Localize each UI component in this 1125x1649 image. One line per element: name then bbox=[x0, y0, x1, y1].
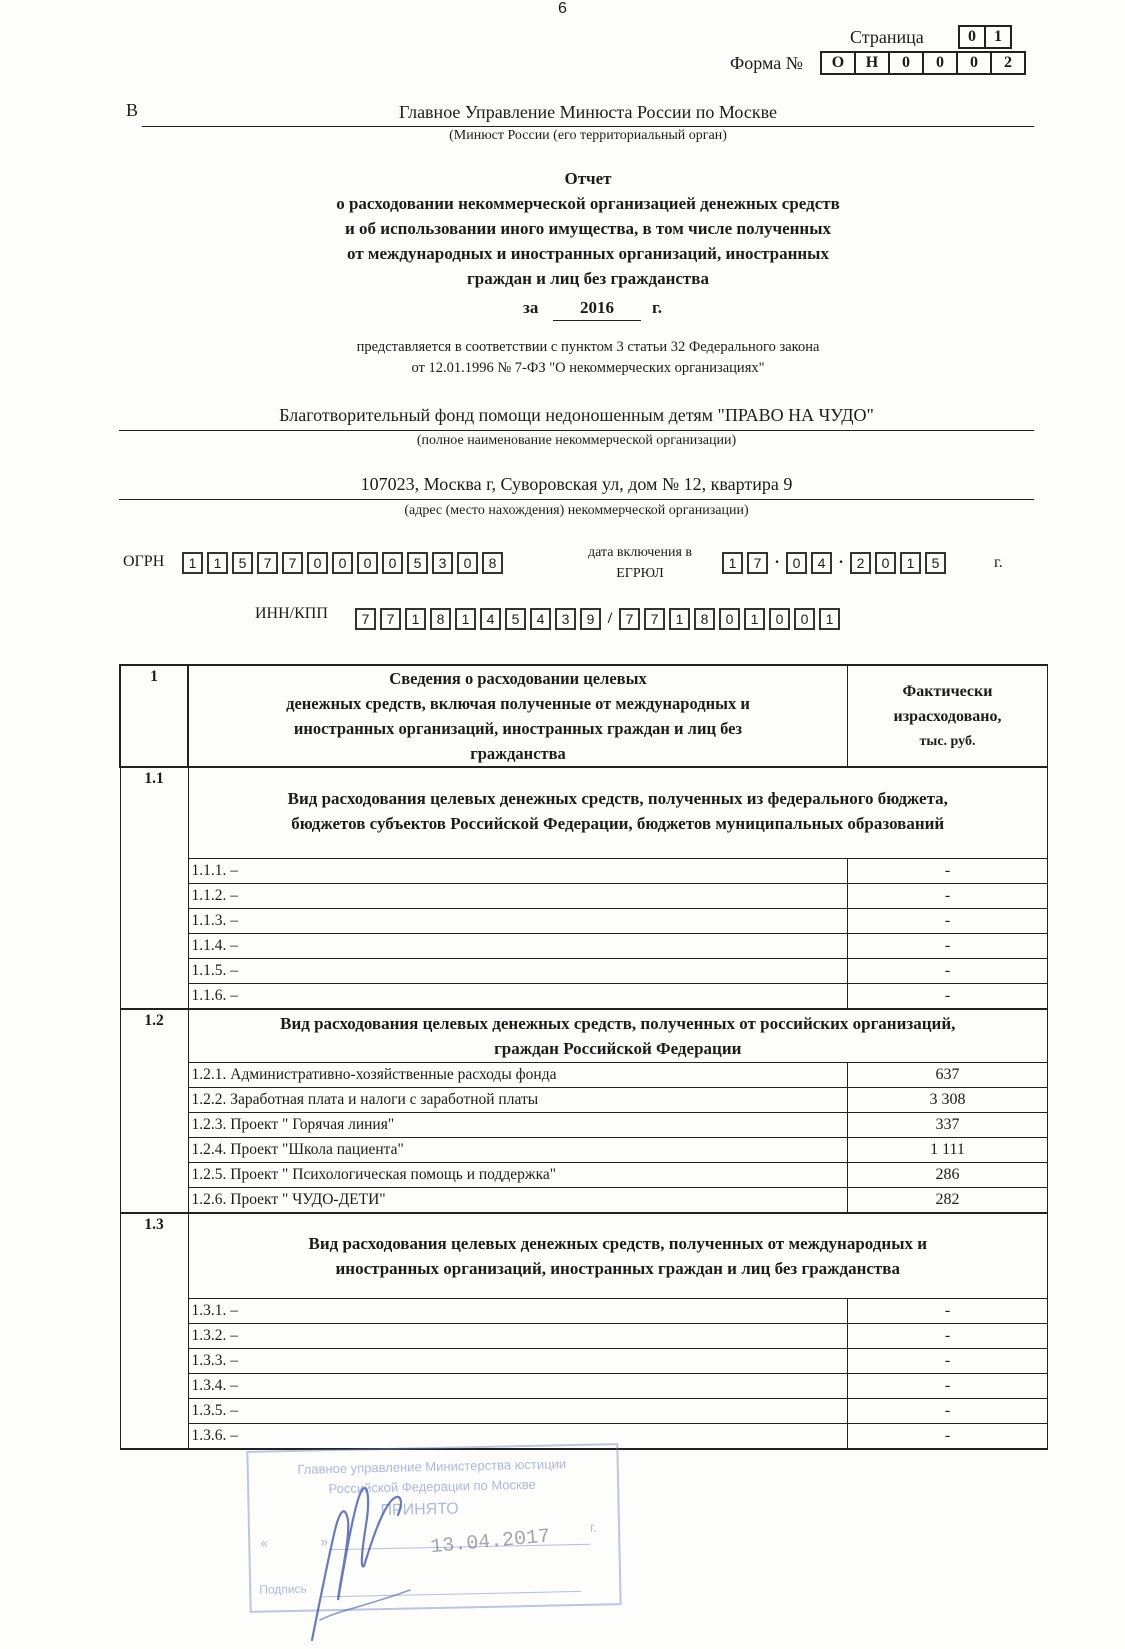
table-row bbox=[120, 1063, 1048, 1088]
legal-basis bbox=[0, 337, 1125, 379]
ogrn-digit: 5 bbox=[407, 552, 428, 574]
ogrn-digit: 0 bbox=[332, 552, 353, 574]
stamp-line: Российской Федерации по Москве bbox=[328, 1476, 536, 1497]
egrul-date-boxes bbox=[722, 552, 950, 574]
table-row bbox=[120, 1138, 1048, 1163]
page-digit: 0 bbox=[958, 25, 986, 49]
egrul-date-label-line: дата включения в bbox=[587, 545, 693, 560]
inn-digit: 1 bbox=[405, 608, 426, 630]
stamp-date: 13.04.2017 bbox=[429, 1525, 552, 1560]
ogrn-digit: 1 bbox=[182, 552, 203, 574]
row-value: - bbox=[848, 1324, 1048, 1349]
ogrn-digit: 3 bbox=[432, 552, 453, 574]
table-row bbox=[120, 1113, 1048, 1138]
table-row bbox=[120, 1324, 1048, 1349]
ogrn-digit: 8 bbox=[482, 552, 503, 574]
table-row bbox=[120, 934, 1048, 959]
row-label: 1.1.3. – bbox=[188, 909, 848, 934]
report-title bbox=[0, 166, 1125, 291]
row-value: - bbox=[848, 959, 1048, 984]
year-suffix: г. bbox=[652, 298, 663, 317]
ogrn-digit: 1 bbox=[207, 552, 228, 574]
form-digit: 0 bbox=[956, 51, 992, 75]
header-amount bbox=[848, 665, 1048, 767]
section-row bbox=[120, 1213, 1048, 1299]
table-row bbox=[120, 1188, 1048, 1214]
egrul-date-suffix: г. bbox=[994, 554, 1003, 571]
date-digit: 2 bbox=[850, 552, 871, 574]
date-digit: 7 bbox=[747, 552, 768, 574]
table-row bbox=[120, 1088, 1048, 1113]
row-value: - bbox=[848, 1399, 1048, 1424]
header-amount-line: тыс. руб. bbox=[919, 733, 976, 749]
page-number-cells bbox=[960, 25, 1012, 49]
stamp-quote-open: « bbox=[260, 1534, 269, 1551]
date-digit: 4 bbox=[811, 552, 832, 574]
title-line: о расходовании некоммерческой организацией денежных средств bbox=[336, 194, 840, 213]
inn-digit: 9 bbox=[580, 608, 601, 630]
title-line: граждан и лиц без гражданства bbox=[467, 269, 709, 288]
recipient-caption: (Минюст России (его территориальный орган) bbox=[449, 128, 727, 143]
table-row bbox=[120, 1374, 1048, 1399]
inn-digit: 1 bbox=[455, 608, 476, 630]
header-amount-line: Фактически bbox=[902, 682, 993, 700]
kpp-digit: 8 bbox=[694, 608, 715, 630]
stamp-line: Главное управление Министерства юстиции bbox=[297, 1456, 567, 1477]
form-digit: 0 bbox=[922, 51, 958, 75]
kpp-digit: 1 bbox=[744, 608, 765, 630]
header-description-line: иностранных организаций, иностранных граждан и лиц без bbox=[293, 719, 743, 738]
header-description-line: Сведения о расходовании целевых bbox=[389, 669, 647, 688]
row-value: - bbox=[848, 934, 1048, 959]
row-value: - bbox=[848, 984, 1048, 1010]
handwritten-signature bbox=[300, 1470, 440, 1648]
section-title bbox=[188, 1213, 1048, 1299]
row-label: 1.3.2. – bbox=[188, 1324, 848, 1349]
row-label: 1.3.5. – bbox=[188, 1399, 848, 1424]
header-description bbox=[188, 665, 848, 767]
inn-digit: 7 bbox=[380, 608, 401, 630]
row-label: 1.1.1. – bbox=[188, 859, 848, 884]
form-label: Форма № bbox=[730, 53, 803, 73]
title-line: от международных и иностранных организаций, иностранных bbox=[347, 244, 829, 263]
row-label: 1.2.4. Проект "Школа пациента" bbox=[188, 1138, 848, 1163]
row-label: 1.2.3. Проект " Горячая линия" bbox=[188, 1113, 848, 1138]
ogrn-digit: 0 bbox=[382, 552, 403, 574]
ogrn-digit: 7 bbox=[282, 552, 303, 574]
row-label: 1.1.2. – bbox=[188, 884, 848, 909]
table-row bbox=[120, 1399, 1048, 1424]
kpp-digit: 0 bbox=[719, 608, 740, 630]
row-label: 1.3.6. – bbox=[188, 1424, 848, 1450]
ogrn-digit: 0 bbox=[357, 552, 378, 574]
title-line: Отчет bbox=[564, 169, 612, 188]
inn-kpp-label: ИНН/КПП bbox=[255, 605, 328, 622]
section-num: 1.3 bbox=[120, 1213, 188, 1449]
section-num: 1.1 bbox=[120, 767, 188, 1009]
table-row bbox=[120, 909, 1048, 934]
header-description-line: денежных средств, включая полученные от международных и bbox=[286, 694, 750, 713]
date-digit: 0 bbox=[786, 552, 807, 574]
section-title-line: иностранных организаций, иностранных граждан и лиц без гражданства bbox=[335, 1259, 900, 1278]
date-separator: · bbox=[774, 554, 780, 571]
inn-digit: 4 bbox=[480, 608, 501, 630]
ogrn-boxes bbox=[182, 552, 507, 574]
organization-address-caption: (адрес (место нахождения) некоммерческой организации) bbox=[404, 503, 749, 518]
stamp-signature-label: Подпись bbox=[259, 1581, 307, 1597]
section-row bbox=[120, 767, 1048, 859]
row-label: 1.1.6. – bbox=[188, 984, 848, 1010]
row-label: 1.3.4. – bbox=[188, 1374, 848, 1399]
ogrn-digit: 0 bbox=[307, 552, 328, 574]
report-year: 2016 bbox=[553, 295, 641, 321]
table-row bbox=[120, 984, 1048, 1010]
kpp-digit: 1 bbox=[669, 608, 690, 630]
kpp-digit: 7 bbox=[619, 608, 640, 630]
egrul-date-label bbox=[566, 542, 714, 584]
ogrn-digit: 0 bbox=[457, 552, 478, 574]
recipient-name: Главное Управление Минюста России по Москве bbox=[142, 102, 1034, 127]
header-amount-line: израсходовано, bbox=[893, 707, 1002, 725]
year-prefix: за bbox=[523, 298, 539, 317]
inn-kpp-separator: / bbox=[607, 610, 613, 627]
row-value: 1 111 bbox=[848, 1138, 1048, 1163]
form-number-cells bbox=[822, 51, 1026, 75]
organization-address: 107023, Москва г, Суворовская ул, дом № 12, квартира 9 bbox=[119, 474, 1034, 500]
expenditure-table bbox=[119, 664, 1048, 1450]
table-row bbox=[120, 1349, 1048, 1374]
row-value: 637 bbox=[848, 1063, 1048, 1088]
form-digit: 0 bbox=[888, 51, 924, 75]
inn-digit: 3 bbox=[555, 608, 576, 630]
row-label: 1.3.3. – bbox=[188, 1349, 848, 1374]
inn-digit: 8 bbox=[430, 608, 451, 630]
inn-kpp-boxes bbox=[355, 608, 844, 630]
row-value: - bbox=[848, 1299, 1048, 1324]
row-label: 1.1.5. – bbox=[188, 959, 848, 984]
row-label: 1.2.2. Заработная плата и налоги с заработной платы bbox=[188, 1088, 848, 1113]
table-row bbox=[120, 1163, 1048, 1188]
egrul-date-label-line: ЕГРЮЛ bbox=[616, 566, 664, 581]
table-header-row bbox=[120, 665, 1048, 767]
section-row bbox=[120, 1009, 1048, 1063]
page-number: 6 bbox=[558, 0, 567, 17]
row-value: - bbox=[848, 1424, 1048, 1450]
stamp-quote-close: » bbox=[320, 1533, 329, 1550]
section-title-line: бюджетов субъектов Российской Федерации, бюджетов муниципальных образований bbox=[291, 814, 945, 833]
row-label: 1.1.4. – bbox=[188, 934, 848, 959]
table-row bbox=[120, 1299, 1048, 1324]
legal-basis-line: представляется в соответствии с пунктом 3 статьи 32 Федерального закона bbox=[356, 339, 820, 355]
form-digit: 2 bbox=[990, 51, 1026, 75]
row-label: 1.2.1. Административно-хозяйственные расходы фонда bbox=[188, 1063, 848, 1088]
row-label: 1.2.5. Проект " Психологическая помощь и поддержка" bbox=[188, 1163, 848, 1188]
page-digit: 1 bbox=[984, 25, 1012, 49]
header-description-line: гражданства bbox=[470, 744, 566, 763]
section-num: 1.2 bbox=[120, 1009, 188, 1213]
row-value: - bbox=[848, 1374, 1048, 1399]
table-row bbox=[120, 959, 1048, 984]
table-row bbox=[120, 884, 1048, 909]
kpp-digit: 1 bbox=[819, 608, 840, 630]
page-label: Страница bbox=[850, 27, 924, 47]
row-label: 1.3.1. – bbox=[188, 1299, 848, 1324]
ogrn-digit: 7 bbox=[257, 552, 278, 574]
form-digit: О bbox=[820, 51, 856, 75]
row-value: - bbox=[848, 859, 1048, 884]
row-value: 282 bbox=[848, 1188, 1048, 1214]
section-title bbox=[188, 767, 1048, 859]
organization-name-caption: (полное наименование некоммерческой организации) bbox=[416, 433, 737, 448]
date-digit: 5 bbox=[925, 552, 946, 574]
row-value: - bbox=[848, 884, 1048, 909]
header-num: 1 bbox=[120, 665, 188, 767]
recipient-prefix: В bbox=[126, 100, 139, 120]
section-title-line: граждан Российской Федерации bbox=[494, 1039, 742, 1058]
ogrn-label: ОГРН bbox=[123, 553, 165, 570]
organization-name: Благотворительный фонд помощи недоношенным детям "ПРАВО НА ЧУДО" bbox=[119, 405, 1034, 431]
row-value: 286 bbox=[848, 1163, 1048, 1188]
section-title-line: Вид расходования целевых денежных средств, полученных из федерального бюджета, bbox=[287, 789, 948, 808]
date-separator: · bbox=[838, 554, 844, 571]
row-value: - bbox=[848, 1349, 1048, 1374]
inn-digit: 5 bbox=[505, 608, 526, 630]
stamp-year-suffix: г. bbox=[589, 1519, 597, 1535]
section-title bbox=[188, 1009, 1048, 1063]
table-row bbox=[120, 859, 1048, 884]
inn-digit: 7 bbox=[355, 608, 376, 630]
date-digit: 1 bbox=[900, 552, 921, 574]
row-value: - bbox=[848, 909, 1048, 934]
row-value: 3 308 bbox=[848, 1088, 1048, 1113]
inn-digit: 4 bbox=[530, 608, 551, 630]
row-label: 1.2.6. Проект " ЧУДО-ДЕТИ" bbox=[188, 1188, 848, 1214]
date-digit: 0 bbox=[875, 552, 896, 574]
ogrn-digit: 5 bbox=[232, 552, 253, 574]
section-title-line: Вид расходования целевых денежных средств, полученных от российских организаций, bbox=[280, 1014, 956, 1033]
kpp-digit: 0 bbox=[769, 608, 790, 630]
stamp-accepted: ПРИНЯТО bbox=[380, 1500, 459, 1520]
legal-basis-line: от 12.01.1996 № 7-ФЗ "О некоммерческих организациях" bbox=[411, 360, 765, 376]
form-digit: Н bbox=[854, 51, 890, 75]
kpp-digit: 7 bbox=[644, 608, 665, 630]
section-title-line: Вид расходования целевых денежных средств, полученных от международных и bbox=[308, 1234, 928, 1253]
kpp-digit: 0 bbox=[794, 608, 815, 630]
row-value: 337 bbox=[848, 1113, 1048, 1138]
title-line: и об использовании иного имущества, в том числе полученных bbox=[345, 219, 831, 238]
date-digit: 1 bbox=[722, 552, 743, 574]
